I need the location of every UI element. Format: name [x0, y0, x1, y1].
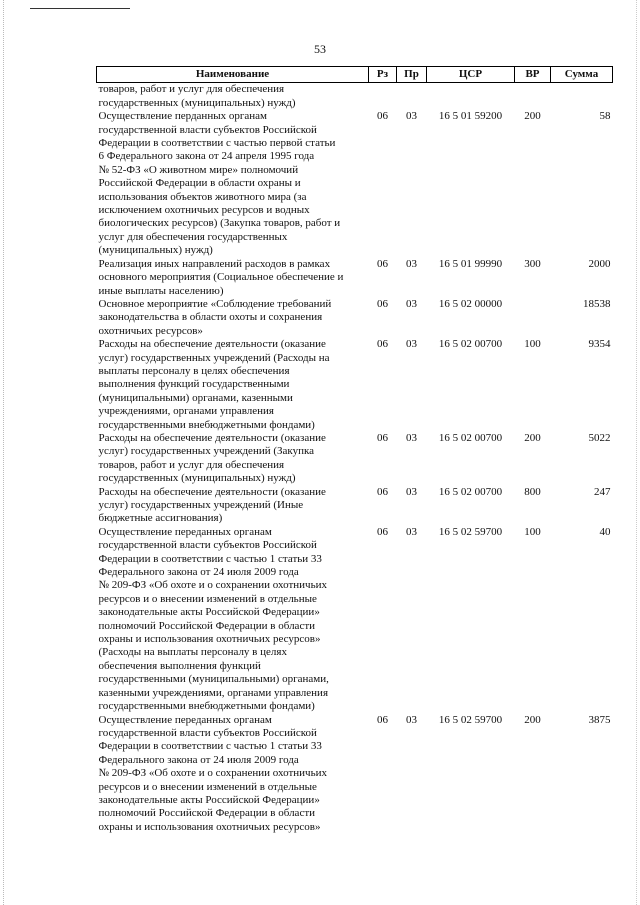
row-name-line: основного мероприятия (Социальное обеспечение и	[98, 271, 344, 284]
row-name-line: Федерации в соответствии с частью первой статьи	[98, 137, 336, 150]
row-name-line: выплаты персоналу в целях обеспечения	[98, 364, 290, 377]
header-csr: ЦСР	[427, 67, 515, 83]
row-sum: 40	[599, 525, 611, 538]
row-name-line: законодательные акты Российской Федерации»	[98, 606, 320, 619]
row-vr: 200	[524, 713, 541, 726]
row-csr: 16 5 02 00700	[438, 431, 503, 444]
row-name	[97, 83, 369, 110]
row-csr: 16 5 02 00000	[438, 297, 503, 310]
row-name-line: Федерального закона от 24 июля 2009 года	[98, 566, 299, 579]
row-csr: 16 5 02 00700	[438, 485, 503, 498]
row-sum: 3875	[588, 713, 611, 726]
table-row	[97, 432, 613, 486]
header-sum: Сумма	[551, 67, 613, 83]
row-name-line: услуг для обеспечения государственных	[98, 230, 288, 243]
row-name-line: исключением охотничьих ресурсов и водных	[98, 204, 310, 217]
row-name-line: № 52-ФЗ «О животном мире» полномочий	[98, 163, 299, 176]
row-name-line: (Расходы на выплаты персоналу в целях	[98, 646, 287, 659]
table-row	[97, 298, 613, 338]
row-pr: 03	[406, 110, 417, 123]
row-csr: 16 5 02 59700	[438, 525, 503, 538]
row-name-line: 6 Федерального закона от 24 апреля 1995 года	[98, 150, 315, 163]
row-name-line: государственных (муниципальных) нужд)	[98, 472, 296, 485]
row-vr: 100	[524, 338, 541, 351]
row-pr: 03	[406, 485, 417, 498]
row-rz	[369, 83, 397, 110]
row-vr: 800	[524, 485, 541, 498]
row-name-line: Расходы на обеспечение деятельности (оказание	[98, 431, 326, 444]
row-pr: 03	[406, 297, 417, 310]
table-row	[97, 526, 613, 714]
row-sum: 5022	[588, 431, 611, 444]
row-rz: 06	[377, 525, 388, 538]
row-csr: 16 5 02 59700	[438, 713, 503, 726]
row-rz: 06	[377, 431, 388, 444]
row-csr: 16 5 01 99990	[438, 257, 503, 270]
row-name-line: государственными внебюджетными фондами)	[98, 418, 315, 431]
row-name-line: Расходы на обеспечение деятельности (оказание	[98, 338, 326, 351]
table-row	[97, 110, 613, 257]
table-row	[97, 714, 613, 835]
row-name-line: государственными (муниципальными) органами,	[98, 673, 329, 686]
row-name-line: (муниципальными) органами, казенными	[98, 391, 293, 404]
row-vr: 200	[524, 110, 541, 123]
row-sum: 9354	[588, 338, 611, 351]
row-name-line: государственными внебюджетными фондами)	[98, 700, 315, 713]
table-row	[97, 258, 613, 298]
row-sum: 2000	[588, 257, 611, 270]
row-pr: 03	[406, 431, 417, 444]
row-name-line: государственной власти субъектов Российской	[98, 726, 317, 739]
header-name: Наименование	[97, 67, 369, 83]
row-name	[97, 714, 369, 835]
budget-table	[96, 66, 613, 834]
row-name-line: Российской Федерации в области охраны и	[98, 177, 301, 190]
row-name-line: обеспечения выполнения функций	[98, 659, 261, 672]
row-name-line: казенными учреждениями, органами управления	[98, 686, 329, 699]
row-name-line: № 209-ФЗ «Об охоте и о сохранении охотничьих	[98, 767, 327, 780]
row-rz: 06	[377, 485, 388, 498]
header-pr: Пр	[397, 67, 427, 83]
row-name-line: (муниципальных) нужд)	[98, 244, 213, 257]
row-name-line: государственной власти субъектов Российской	[98, 123, 317, 136]
page-number: 53	[314, 42, 326, 56]
row-vr: 100	[524, 525, 541, 538]
row-name-line: иные выплаты населению)	[98, 284, 224, 297]
row-name-line: выполнения функций государственными	[98, 378, 290, 391]
row-name	[97, 338, 369, 432]
row-pr: 03	[406, 338, 417, 351]
row-name	[97, 486, 369, 526]
row-name-line: Расходы на обеспечение деятельности (оказание	[98, 485, 326, 498]
row-pr: 03	[406, 713, 417, 726]
row-sum: 58	[599, 110, 611, 123]
row-name-line: № 209-ФЗ «Об охоте и о сохранении охотничьих	[98, 579, 327, 592]
row-csr	[427, 83, 515, 110]
row-name-line: использования объектов животного мира (за	[98, 190, 307, 203]
row-name-line: ресурсов и о внесении изменений в отдельные	[98, 780, 317, 793]
row-rz: 06	[377, 338, 388, 351]
row-pr: 03	[406, 525, 417, 538]
row-name	[97, 258, 369, 298]
row-name-line: товаров, работ и услуг для обеспечения	[98, 458, 285, 471]
table-header	[97, 67, 613, 83]
row-name-line: Федерального закона от 24 июля 2009 года	[98, 753, 299, 766]
row-name-line: услуг) государственных учреждений (Закупка	[98, 445, 315, 458]
scan-corner-line	[30, 8, 130, 9]
row-name-line: законодательные акты Российской Федерации»	[98, 793, 320, 806]
row-name-line: государственной власти субъектов Российской	[98, 539, 317, 552]
row-name-line: полномочий Российской Федерации в области	[98, 807, 316, 820]
row-rz: 06	[377, 257, 388, 270]
scan-right-edge	[636, 0, 637, 905]
row-name-line: учреждениями, органами управления	[98, 405, 274, 418]
row-name-line: Осуществление переданных органам	[98, 713, 272, 726]
row-name-line: Федерации в соответствии с частью 1 статьи 33	[98, 740, 322, 753]
row-name-line: бюджетные ассигнования)	[98, 512, 223, 525]
row-vr: 300	[524, 257, 541, 270]
row-name	[97, 110, 369, 257]
row-name	[97, 526, 369, 714]
header-vr: ВР	[515, 67, 551, 83]
row-rz: 06	[377, 110, 388, 123]
row-csr: 16 5 01 59200	[438, 110, 503, 123]
row-rz: 06	[377, 297, 388, 310]
row-vr	[515, 298, 551, 338]
row-name-line: Осуществление перданных органам	[98, 110, 267, 123]
row-name-line: охотничьих ресурсов»	[98, 324, 203, 337]
row-pr	[397, 83, 427, 110]
row-name-line: Основное мероприятие «Соблюдение требований	[98, 297, 332, 310]
table-body	[97, 83, 613, 834]
scan-left-edge	[3, 0, 4, 905]
row-vr	[515, 83, 551, 110]
row-rz: 06	[377, 713, 388, 726]
row-name-line: товаров, работ и услуг для обеспечения	[98, 83, 285, 96]
header-rz: Рз	[369, 67, 397, 83]
row-name-line: биологических ресурсов) (Закупка товаров, работ и	[98, 217, 341, 230]
table-row	[97, 338, 613, 432]
table-row	[97, 486, 613, 526]
row-name-line: охраны и использования охотничьих ресурсов»	[98, 633, 321, 646]
row-sum: 247	[594, 485, 611, 498]
row-name-line: Федерации в соответствии с частью 1 статьи 33	[98, 552, 322, 565]
row-name-line: услуг) государственных учреждений (Расходы на	[98, 351, 330, 364]
row-name-line: ресурсов и о внесении изменений в отдельные	[98, 592, 317, 605]
row-vr: 200	[524, 431, 541, 444]
row-name-line: Реализация иных направлений расходов в рамках	[98, 257, 331, 270]
row-sum	[551, 83, 613, 110]
row-name-line: полномочий Российской Федерации в области	[98, 619, 316, 632]
row-name	[97, 432, 369, 486]
row-sum: 18538	[583, 297, 611, 310]
row-name-line: услуг) государственных учреждений (Иные	[98, 499, 304, 511]
row-csr: 16 5 02 00700	[438, 338, 503, 351]
row-name	[97, 298, 369, 338]
table-row	[97, 83, 613, 110]
row-name-line: государственных (муниципальных) нужд)	[98, 96, 296, 109]
row-name-line: охраны и использования охотничьих ресурсов»	[98, 820, 321, 833]
row-name-line: законодательства в области охоты и сохранения	[98, 311, 323, 324]
row-pr: 03	[406, 257, 417, 270]
row-name-line: Осуществление переданных органам	[98, 525, 272, 538]
